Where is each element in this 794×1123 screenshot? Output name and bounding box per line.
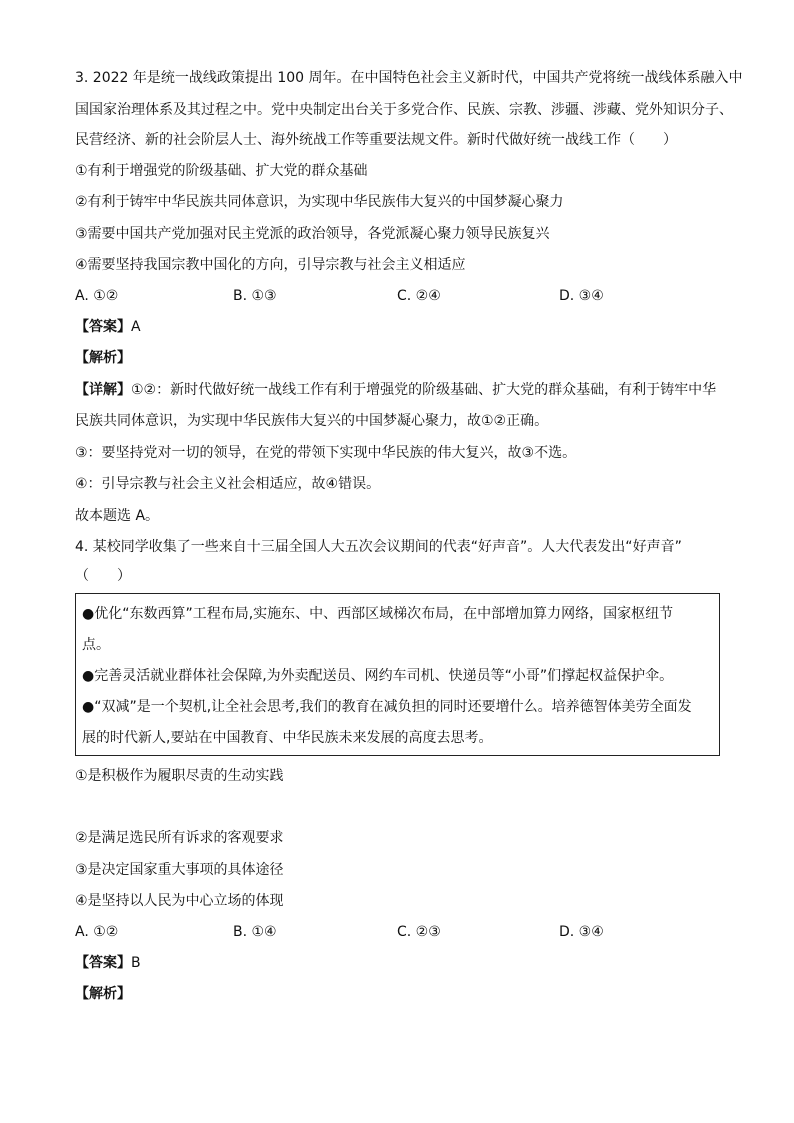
- q4-material-box: [75, 593, 720, 756]
- q4-analysis-tag: 【解析】: [75, 986, 131, 1002]
- q3-option-a: A. ①②: [75, 288, 119, 304]
- q3-options: [75, 286, 715, 306]
- q3-option-c: C. ②④: [397, 288, 441, 304]
- q3-statement-1: ①有利于增强党的阶级基础、扩大党的群众基础: [75, 163, 368, 179]
- q3-analysis-tag: 【解析】: [75, 350, 131, 366]
- q4-material-line-1: ●优化“东数西算”工程布局,实施东、中、西部区域梯次布局，在中部增加算力网络，国家枢纽节: [82, 606, 674, 622]
- q3-explanation-line-1: [75, 380, 716, 400]
- q3-conclusion: 故本题选 A。: [75, 508, 160, 524]
- q3-explanation-line-2: 民族共同体意识，为实现中华民族伟大复兴的中国梦凝心聚力，故①②正确。: [75, 413, 549, 429]
- q3-option-b: B. ①③: [233, 288, 277, 304]
- q4-option-a: A. ①②: [75, 924, 119, 940]
- q4-stem-line-1: 4. 某校同学收集了一些来自十三届全国人大五次会议期间的代表“好声音”。人大代表发出“好声音”: [75, 539, 682, 555]
- q4-answer-value: B: [131, 955, 141, 971]
- q3-option-d: D. ③④: [559, 288, 604, 304]
- q4-statement-4: ④是坚持以人民为中心立场的体现: [75, 893, 284, 909]
- q3-statement-3: ③需要中国共产党加强对民主党派的政治领导，各党派凝心聚力领导民族复兴: [75, 226, 550, 242]
- q4-material-line-3: ●完善灵活就业群体社会保障,为外卖配送员、网约车司机、快递员等“小哥”们撑起权益保护伞。: [82, 668, 674, 684]
- q4-material-line-2: 点。: [82, 637, 110, 653]
- q3-answer-tag: 【答案】: [75, 319, 131, 335]
- q3-explanation-line-3: ③：要坚持党对一切的领导，在党的带领下实现中华民族的伟大复兴，故③不选。: [75, 445, 577, 461]
- q3-explanation-text-1: ①②：新时代做好统一战线工作有利于增强党的阶级基础、扩大党的群众基础，有利于铸牢中华: [131, 382, 717, 398]
- q4-option-c: C. ②③: [397, 924, 441, 940]
- q3-answer-value: A: [131, 319, 141, 335]
- q4-option-b: B. ①④: [233, 924, 277, 940]
- q4-option-d: D. ③④: [559, 924, 604, 940]
- q3-detail-tag: 【详解】: [75, 382, 131, 398]
- q3-stem-line-3: 民营经济、新的社会阶层人士、海外统战工作等重要法规文件。新时代做好统一战线工作（ ）: [75, 132, 677, 148]
- q3-explanation-line-4: ④：引导宗教与社会主义社会相适应，故④错误。: [75, 476, 381, 492]
- q3-statement-4: ④需要坚持我国宗教中国化的方向，引导宗教与社会主义相适应: [75, 257, 466, 273]
- q3-statement-2: ②有利于铸牢中华民族共同体意识，为实现中华民族伟大复兴的中国梦凝心聚力: [75, 194, 564, 210]
- q3-stem-line-1: 3. 2022 年是统一战线政策提出 100 周年。在中国特色社会主义新时代，中国共产党将统一战线体系融入中: [75, 70, 743, 86]
- q4-material-line-4: ●“双减”是一个契机,让全社会思考,我们的教育在减负担的同时还要增什么。培养德智体美劳全面发: [82, 699, 692, 715]
- q3-answer: [75, 317, 141, 337]
- q4-answer-tag: 【答案】: [75, 955, 131, 971]
- q4-statement-2: ②是满足选民所有诉求的客观要求: [75, 830, 284, 846]
- q4-options: [75, 922, 715, 942]
- q3-stem-line-2: 国国家治理体系及其过程之中。党中央制定出台关于多党合作、民族、宗教、涉疆、涉藏、党外知识分子、: [75, 102, 733, 118]
- q4-statement-1: ①是积极作为履职尽责的生动实践: [75, 768, 284, 784]
- q4-statement-3: ③是决定国家重大事项的具体途径: [75, 862, 284, 878]
- q4-answer: [75, 953, 141, 973]
- q4-stem-line-2: （ ）: [75, 568, 131, 584]
- q4-material-line-5: 展的时代新人,要站在中国教育、中华民族未来发展的高度去思考。: [82, 730, 493, 746]
